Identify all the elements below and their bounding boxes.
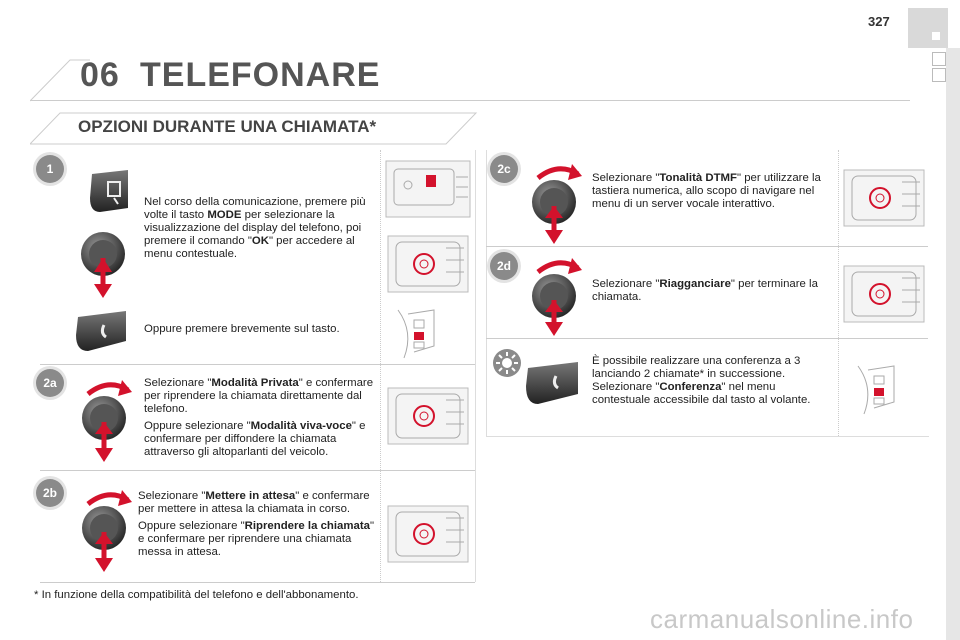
chapter-number: 06 [80, 56, 120, 94]
side-box-2 [932, 68, 946, 82]
steering-phone-button-icon-tip [520, 358, 584, 408]
rotary-knob-press-icon [78, 228, 128, 300]
step-2c-instructions: Selezionare "Tonalità DTMF" per utilizzare la tastiera numerica, allo scopo di navigare nel menu di un server vocale interattivo. [592, 172, 821, 210]
rotary-knob-turn-press-icon-2c [528, 160, 584, 246]
lightbulb-tip-icon [492, 348, 522, 378]
step-badge-2d: 2d [490, 252, 518, 280]
right-divider-1 [486, 246, 928, 247]
chapter-rule [30, 100, 910, 101]
radio-panel-knob-illustration-2d [842, 262, 926, 326]
steering-mode-button-icon [82, 168, 132, 218]
step-2b-instructions: Selezionare "Mettere in attesa" e confermare per mettere in attesa la chiamata in corso. Oppure selezionare "Riprendere la chiamata" e confermare per riprendere una chiamata messa in attesa. [138, 490, 375, 558]
right-image-separator [838, 150, 839, 436]
steering-phone-button-icon [70, 307, 130, 355]
section-title: OPZIONI DURANTE UNA CHIAMATA* [78, 117, 377, 136]
step-badge-1: 1 [36, 155, 64, 183]
corner-tab [908, 8, 948, 48]
left-divider-2 [40, 470, 475, 471]
chapter-chevron [30, 40, 90, 102]
radio-panel-knob-illustration-1 [384, 232, 472, 296]
step-1-alternative: Oppure premere brevemente sul tasto. [144, 323, 340, 335]
side-box-1 [932, 52, 946, 66]
radio-panel-mode-illustration [384, 157, 472, 221]
rotary-knob-turn-press-icon-2d [528, 254, 584, 338]
radio-panel-knob-illustration-2a [384, 384, 472, 448]
chapter-title: TELEFONARE [140, 56, 381, 94]
left-divider-3 [40, 582, 475, 583]
right-strip [946, 48, 960, 640]
step-badge-2c: 2c [490, 155, 518, 183]
radio-panel-knob-illustration-2b [384, 502, 472, 566]
steering-wheel-buttons-illustration-tip [854, 358, 914, 418]
step-badge-2b: 2b [36, 479, 64, 507]
watermark: carmanualsonline.info [650, 604, 914, 634]
step-2d-instructions: Selezionare "Riagganciare" per terminare la chiamata. [592, 278, 818, 303]
step-2a-instructions: Selezionare "Modalità Privata" e confermare per riprendere la chiamata direttamente dal telefono. Oppure selezionare "Modalità viva-voce" e confermare per diffondere la chiamata attraverso gli altoparlanti del veicolo. [144, 377, 374, 458]
corner-mark [932, 32, 940, 40]
section-frame [30, 105, 480, 145]
rotary-knob-turn-press-icon-2a [78, 376, 134, 466]
step-badge-2a: 2a [36, 369, 64, 397]
rotary-knob-turn-press-icon-2b [78, 486, 134, 576]
footnote: * In funzione della compatibilità del telefono e dell'abbonamento. [34, 589, 359, 601]
tip-text: È possibile realizzare una conferenza a 3 lanciando 2 chiamate* in successione. Selezionare "Conferenza" nel menu contestuale accessibile dal tasto al volante. [592, 355, 811, 406]
step-1-instructions: Nel corso della comunicazione, premere più volte il tasto MODE per selezionare la visualizzazione del display del telefono, poi premere il comando "OK" per accedere al menu contestuale. [144, 196, 366, 260]
left-divider-1 [40, 364, 475, 365]
steering-wheel-buttons-illustration-1 [394, 302, 454, 362]
page-number: 327 [868, 14, 890, 29]
left-image-separator [380, 150, 381, 582]
radio-panel-knob-illustration-2c [842, 166, 926, 230]
right-divider-2 [486, 338, 928, 339]
